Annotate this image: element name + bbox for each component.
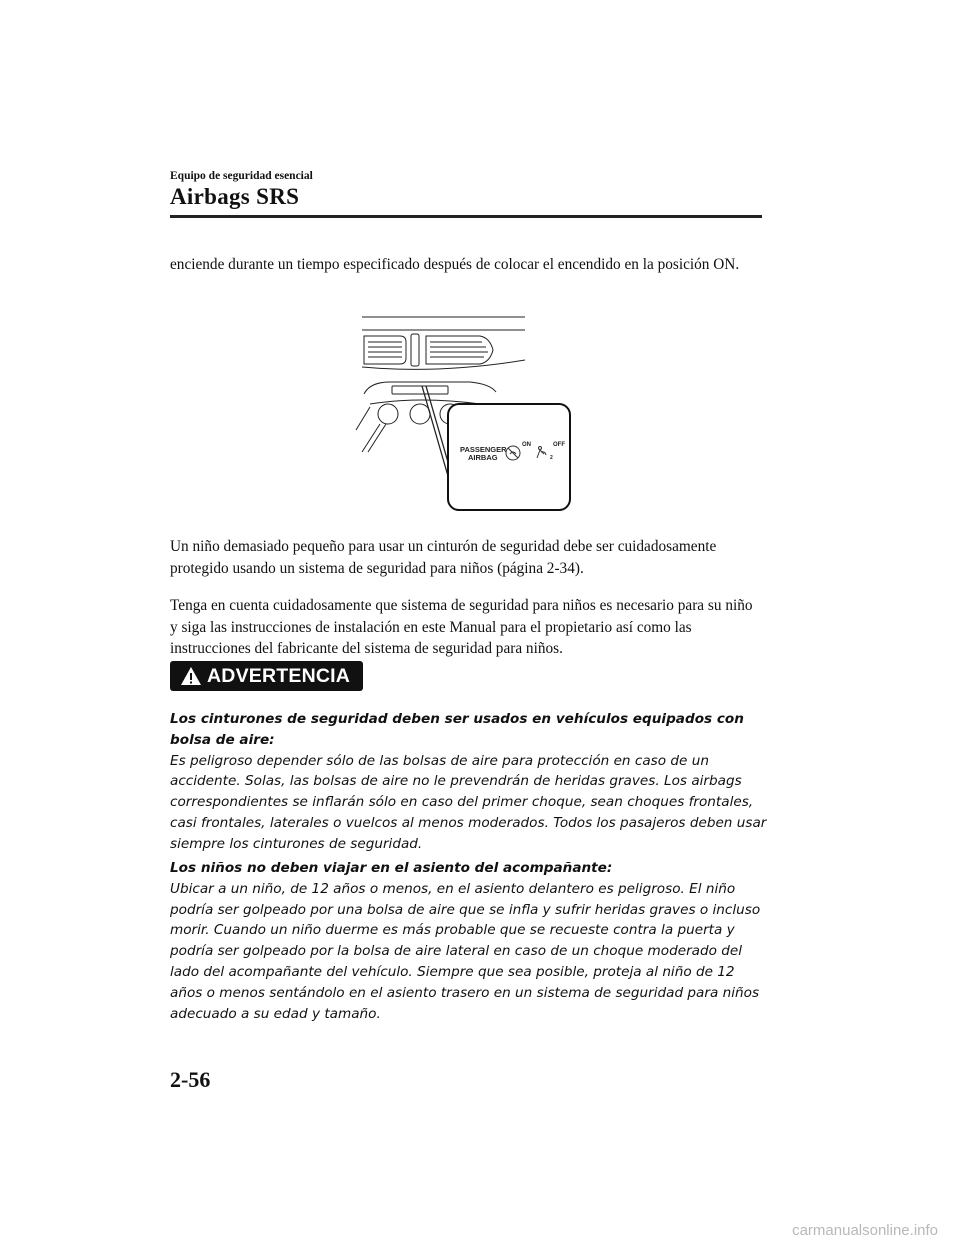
page-title: Airbags SRS (170, 184, 300, 209)
indicator-label-airbag: AIRBAG (468, 453, 498, 462)
warning-item-children (170, 858, 770, 1024)
section-label: Equipo de seguridad esencial (170, 170, 313, 182)
indicator-off-label: OFF (553, 442, 565, 448)
warning-text: Es peligroso depender sólo de las bolsas de aire para protección en caso de un accidente. Solas, las bolsas de aire no le prevendrán de heridas graves. Los airbags correspondientes se inflarán sólo en caso del primer choque, sean choques frontales, casi frontales, laterales o vuelcos al menos moderados. Todos los pasajeros deben usar siempre los cinturones de seguridad. (170, 752, 767, 852)
indicator-label-passenger: PASSENGER (460, 445, 507, 454)
warning-triangle-icon (180, 666, 202, 686)
passenger-airbag-indicator-figure (350, 312, 580, 516)
warning-item-seatbelts (170, 709, 770, 855)
paragraph-child-seat: Un niño demasiado pequeño para usar un cinturón de seguridad debe ser cuidadosamente protegido usando un sistema de seguridad para niños (página 2-34). (170, 538, 717, 577)
warning-heading: Los niños no deben viajar en el asiento del acompañante: (170, 860, 613, 876)
indicator-on-label: ON (522, 442, 531, 448)
warning-label: ADVERTENCIA (207, 664, 351, 687)
watermark: carmanualsonline.info (792, 1222, 938, 1239)
warning-badge (170, 661, 363, 691)
warning-text: Ubicar a un niño, de 12 años o menos, en el asiento delantero es peligroso. El niño podría ser golpeado por una bolsa de aire que se infla y sufrir heridas graves o incluso morir. Cuando un niño duerme es más probable que se recueste contra la puerta y podría ser golpeado por la bolsa de aire lateral en caso de un choque moderado del lado del acompañante del vehículo. Siempre que sea posible, proteja al niño de 12 años o menos sentándolo en el asiento trasero en un sistema de seguridad para niños adecuado a su edad y tamaño. (170, 880, 761, 1022)
paragraph-continuation: enciende durante un tiempo especificado después de colocar el encendido en la posición ON. (170, 256, 740, 273)
title-rule (170, 215, 762, 218)
paragraph-instructions: Tenga en cuenta cuidadosamente que sistema de seguridad para niños es necesario para su niño y siga las instrucciones de instalación en este Manual para el propietario así como las instrucciones del fabricante del sistema de seguridad para niños. (170, 597, 753, 657)
page-number: 2-56 (170, 1067, 211, 1092)
indicator-off-subscript: 2 (550, 455, 553, 461)
warning-heading: Los cinturones de seguridad deben ser usados en vehículos equipados con bolsa de aire: (170, 711, 744, 748)
